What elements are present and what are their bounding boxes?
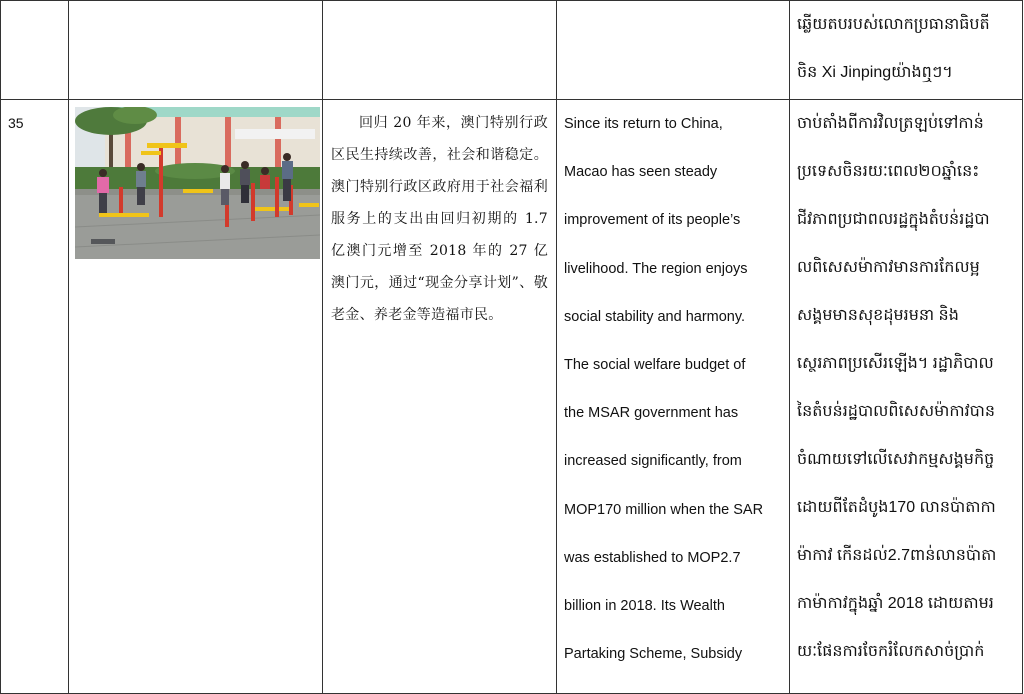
english-line: social stability and harmony.: [564, 308, 746, 325]
khmer-text: [790, 100, 1023, 694]
khmer-line: កាម៉ាកាវក្នុងឆ្នាំ 2018 ដោយតាមរ: [797, 595, 994, 612]
cell-photo: [69, 100, 323, 694]
cell-english-previous: [557, 1, 790, 100]
chinese-text: 回归 20 年来，澳门特别行政区民生持续改善，社会和谐稳定。澳门特别行政区政府用于社会福利服务上的支出由回归初期的 1.7 亿澳门元增至 2018 年的 27 亿澳门元，通过“现金分享计划”、敬老金、养老金等造福市民。: [323, 100, 557, 694]
row-number: 35: [1, 100, 69, 694]
cell-number-previous: [1, 1, 69, 100]
english-line: was established to MOP2.7: [564, 549, 741, 566]
english-line: livelihood. The region enjoys: [564, 260, 748, 277]
english-line: The social welfare budget of: [564, 357, 746, 374]
khmer-line: ប្រទេសចិនរយៈពេល២០ឆ្នាំនេះ: [797, 163, 980, 180]
khmer-line: សង្គមមានសុខដុមរមនា និង: [797, 307, 959, 324]
english-line: increased significantly, from: [564, 453, 742, 470]
khmer-line: ម៉ាកាវ កើនដល់2.7ពាន់លានប៉ាតា: [797, 547, 997, 564]
english-line: billion in 2018. Its Wealth: [564, 598, 725, 615]
khmer-line: លពិសេសម៉ាកាវមានការកែលម្អ: [797, 259, 980, 276]
english-line: MOP170 million when the SAR: [564, 501, 764, 518]
khmer-line: ដោយពីតែដំបូង170 លានប៉ាតាកា: [797, 499, 996, 516]
khmer-line: ឆ្លើយតបរបស់លោកប្រធានាធិបតី: [797, 16, 990, 33]
park-fitness-photo: [75, 107, 320, 259]
cell-photo-previous: [69, 1, 323, 100]
cell-khmer-previous: [790, 1, 1023, 100]
english-line: Macao has seen steady: [564, 164, 718, 181]
khmer-line: ជីវភាពប្រជាពលរដ្ឋក្នុងតំបន់រដ្ឋបា: [797, 211, 990, 228]
khmer-line: ស្ថេរភាពប្រសើរឡើង។ រដ្ឋាភិបាល: [797, 355, 994, 372]
english-line: the MSAR government has: [564, 405, 739, 422]
english-line: Since its return to China,: [564, 116, 723, 132]
table-row-previous: [1, 1, 1023, 100]
english-line: improvement of its people’s: [564, 212, 741, 229]
khmer-line: នៃតំបន់រដ្ឋបាលពិសេសម៉ាកាវបាន: [797, 403, 996, 420]
khmer-line: ចាប់តាំងពីការវិលត្រឡប់ទៅកាន់: [797, 115, 984, 132]
cell-chinese-previous: [323, 1, 557, 100]
khmer-line: ចំណាយទៅលើសេវាកម្មសង្គមកិច្ច: [797, 451, 995, 468]
table-row-35: [1, 100, 1023, 694]
khmer-line: យៈផែនការចែករំលែកសាច់ប្រាក់: [797, 643, 985, 660]
english-line: Partaking Scheme, Subsidy: [564, 646, 743, 663]
khmer-line: ចិន Xi Jinpingយ៉ាងឮៗ។: [797, 64, 953, 81]
english-text: [557, 100, 790, 694]
